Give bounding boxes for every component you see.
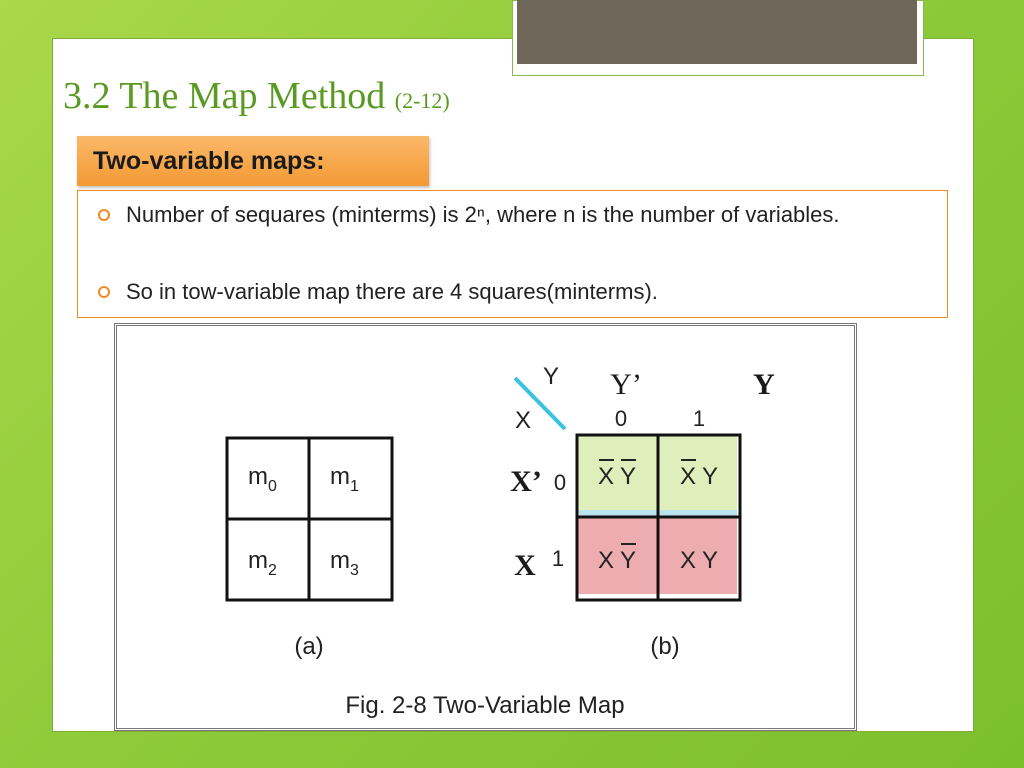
svg-text:X: X	[598, 463, 615, 490]
map-a-caption: (a)	[294, 633, 324, 660]
figure-two-variable-map	[114, 323, 857, 731]
svg-text:Y: Y	[702, 547, 719, 574]
bullet-item-1	[98, 200, 938, 229]
svg-text:X: X	[598, 547, 615, 574]
map-b-row-val-0: 0	[553, 470, 567, 495]
title-main: 3.2 The Map Method	[63, 75, 386, 117]
map-a-cell-m1: $m_1$	[330, 463, 359, 495]
map-a-cell-m3: $m_3$	[330, 547, 359, 579]
section-header: Two-variable maps:	[77, 136, 429, 186]
map-b-row-label-x: X	[514, 549, 536, 582]
top-tab-fill	[517, 0, 917, 64]
svg-text:Y: Y	[620, 463, 637, 490]
bullet-icon	[98, 286, 110, 298]
bullet-item-2	[98, 277, 938, 306]
map-a	[227, 438, 392, 660]
map-b-row-val-1: 1	[551, 546, 565, 571]
map-b-col-val-1: 1	[692, 406, 706, 431]
map-a-cell-m2: $m_2$	[248, 547, 277, 579]
map-a-cell-m0: $m_0$	[248, 463, 277, 495]
bullet-text-1: Number of sequares (minterms) is 2ⁿ, where n is the number of variables.	[126, 202, 840, 227]
map-b-caption: (b)	[650, 633, 680, 660]
svg-text:X: X	[680, 547, 697, 574]
map-b-col-label-yprime: Y’	[610, 368, 642, 401]
map-b-col-label-y: Y	[753, 368, 775, 401]
figure-drawing	[117, 326, 854, 728]
map-b-col-var: Y	[543, 363, 560, 390]
bullet-list	[77, 190, 948, 318]
slide-title	[63, 74, 450, 118]
svg-text:Y: Y	[702, 463, 719, 490]
title-page-ref: (2-12)	[394, 88, 450, 113]
svg-text:X: X	[680, 463, 697, 490]
svg-text:Y: Y	[620, 547, 637, 574]
map-b-row-var: X	[515, 407, 532, 434]
map-b-row-label-xprime: X’	[510, 465, 542, 498]
map-b	[510, 363, 775, 660]
bullet-icon	[98, 209, 110, 221]
figure-caption: Fig. 2-8 Two-Variable Map	[345, 692, 625, 719]
bullet-text-2: So in tow-variable map there are 4 squares(minterms).	[126, 279, 658, 304]
map-b-col-val-0: 0	[614, 406, 628, 431]
